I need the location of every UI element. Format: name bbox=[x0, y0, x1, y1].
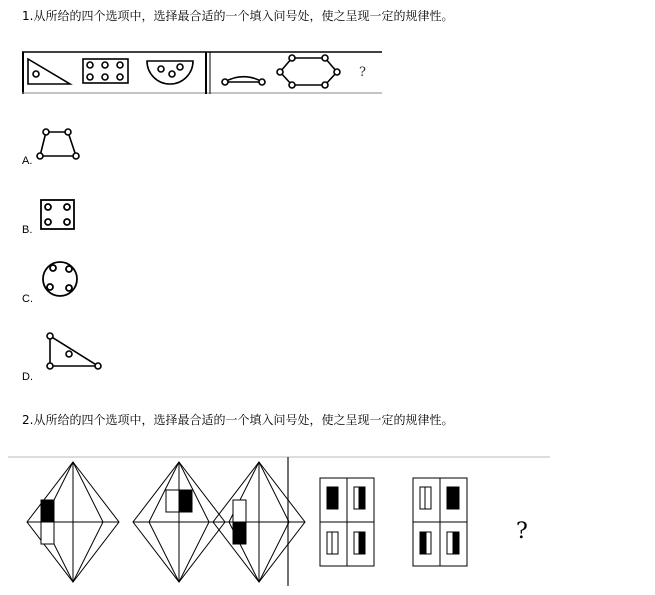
option-a-figure[interactable] bbox=[36, 124, 84, 164]
question-2-figure-strip bbox=[8, 452, 553, 588]
option-d-figure[interactable] bbox=[40, 330, 106, 374]
figure-triangle bbox=[28, 59, 70, 84]
diamond-figure-3 bbox=[213, 462, 305, 582]
question-2-text: 2.从所给的四个选项中，选择最合适的一个填入问号处，使之呈现一定的规律性。 bbox=[22, 413, 454, 427]
option-d-label[interactable]: D. bbox=[22, 371, 33, 383]
grid-figure-2 bbox=[413, 478, 467, 566]
figure-rectangle-six-circles bbox=[83, 59, 128, 83]
option-c-figure[interactable] bbox=[38, 258, 84, 304]
option-b-figure[interactable] bbox=[38, 197, 78, 233]
option-b-label[interactable]: B. bbox=[22, 224, 33, 236]
question-1-question-mark: ? bbox=[359, 65, 366, 80]
question-2-question-mark: ? bbox=[516, 519, 528, 544]
diamond-figure-2 bbox=[133, 462, 225, 582]
option-a-label[interactable]: A. bbox=[22, 155, 33, 167]
question-1-figure-strip bbox=[22, 50, 384, 96]
diamond-figure-1 bbox=[27, 462, 119, 582]
figure-arch-two-circles bbox=[222, 77, 265, 85]
figure-hexagon-six-circles bbox=[277, 55, 340, 88]
question-1-text: 1.从所给的四个选项中，选择最合适的一个填入问号处，使之呈现一定的规律性。 bbox=[22, 9, 454, 23]
grid-figure-1 bbox=[320, 478, 374, 566]
figure-bowl-three-circles bbox=[147, 61, 193, 84]
option-c-label[interactable]: C. bbox=[22, 293, 33, 305]
